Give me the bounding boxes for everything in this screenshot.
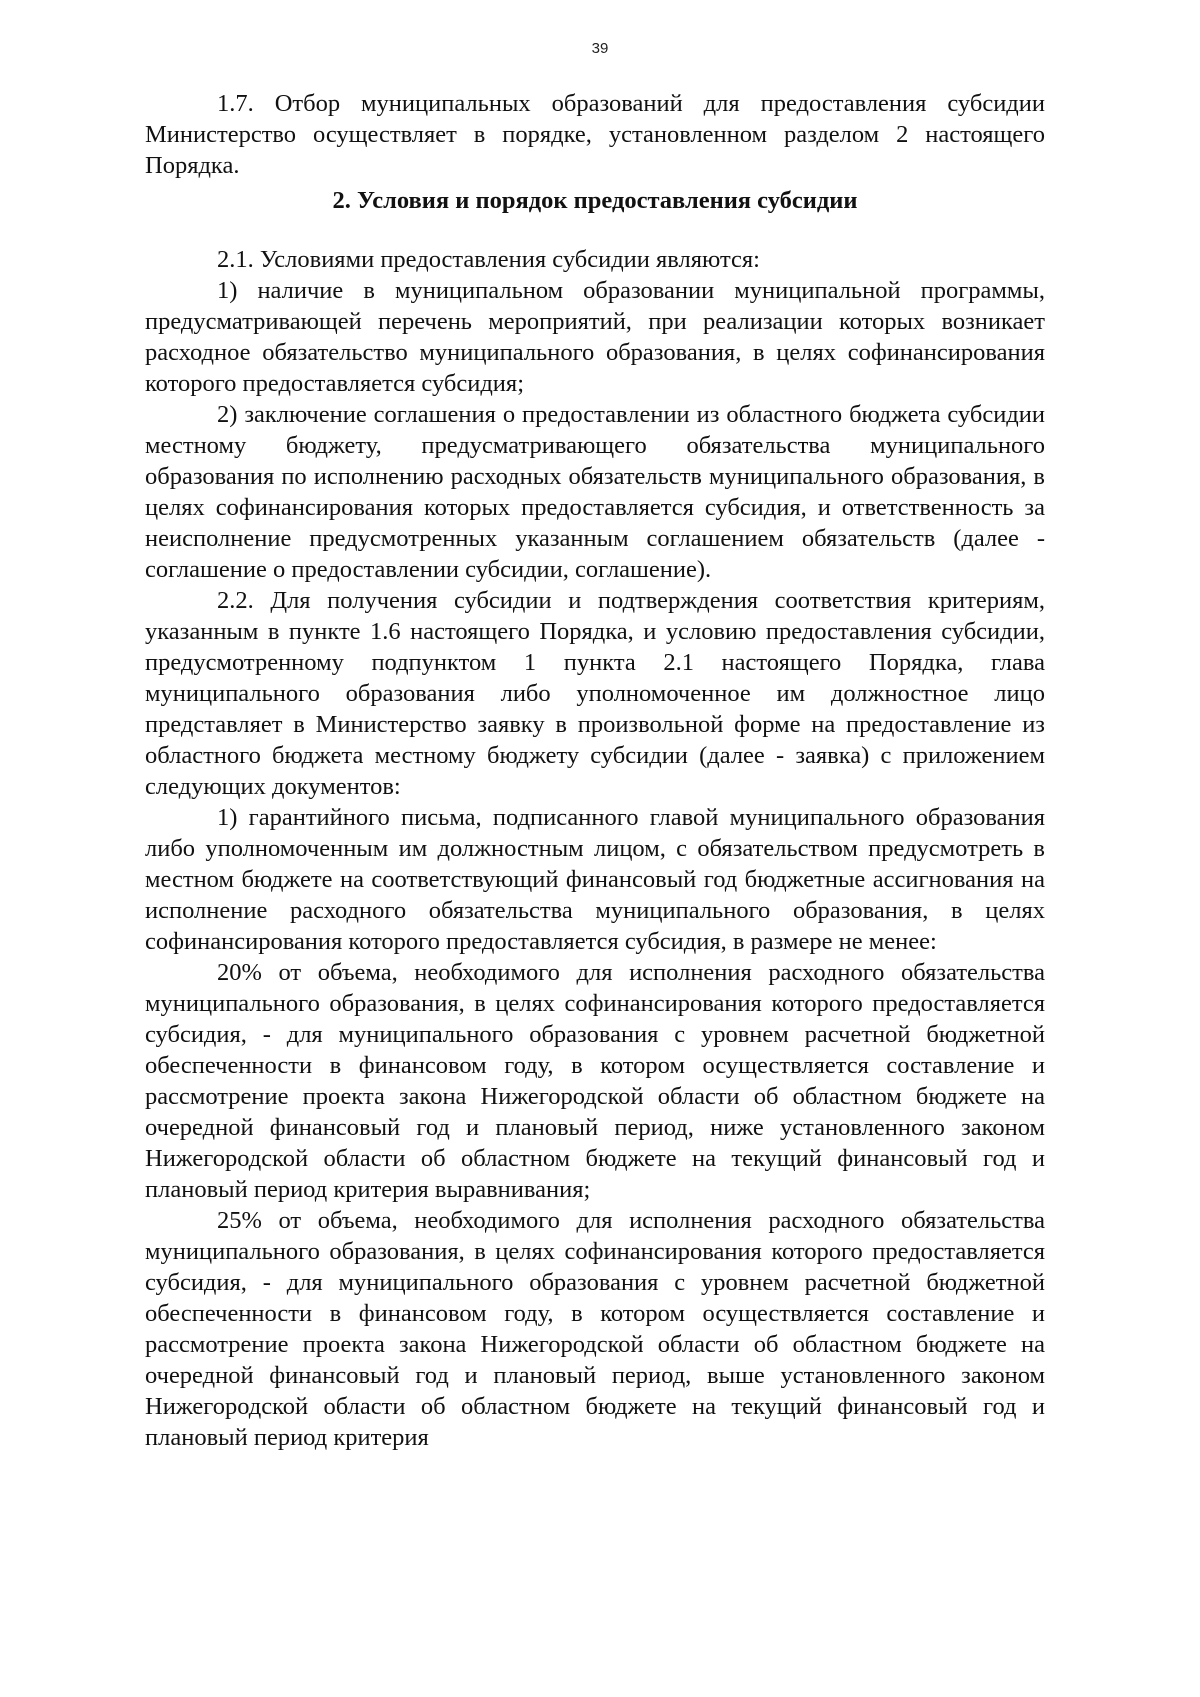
document-body [145,88,1045,1453]
page-number: 39 [591,40,609,57]
paragraph-2-1-item-2: 2) заключение соглашения о предоставлении из областного бюджета субсидии местному бюджету, предусматривающего обязательства муниципального образования по исполнению расходных обязательств муниципального образования, в целях софинансирования которых предоставляется субсидия, и ответственность за неисполнение предусмотренных указанным соглашением обязательств (далее - соглашение о предоставлении субсидии, соглашение). [145,401,1045,583]
paragraph-2-2-item-1: 1) гарантийного письма, подписанного главой муниципального образования либо уполномоченным им должностным лицом, с обязательством предусмотреть в местном бюджете на соответствующий финансовый год бюджетные ассигнования на исполнение расходного обязательства муниципального образования, в целях софинансирования которого предоставляется субсидия, в размере не менее: [145,804,1045,955]
paragraph-25-percent: 25% от объема, необходимого для исполнения расходного обязательства муниципального образования, в целях софинансирования которого предоставляется субсидия, - для муниципального образования с уровнем расчетной бюджетной обеспеченности в финансовом году, в котором осуществляется составление и рассмотрение проекта закона Нижегородской области об областном бюджете на очередной финансовый год и плановый период, выше установленного законом Нижегородской области об областном бюджете на текущий финансовый год и плановый период критерия [145,1207,1045,1451]
section-heading: 2. Условия и порядок предоставления субсидии [332,187,858,214]
paragraph-1-7: 1.7. Отбор муниципальных образований для предоставления субсидии Министерство осуществляет в порядке, установленном разделом 2 настоящего Порядка. [145,90,1045,179]
paragraph-2-2: 2.2. Для получения субсидии и подтверждения соответствия критериям, указанным в пункте 1.6 настоящего Порядка, и условию предоставления субсидии, предусмотренному подпунктом 1 пункта 2.1 настоящего Порядка, глава муниципального образования либо уполномоченное им должностное лицо представляет в Министерство заявку в произвольной форме на предоставление из областного бюджета местному бюджету субсидии (далее - заявка) с приложением следующих документов: [145,587,1045,800]
paragraph-2-1: 2.1. Условиями предоставления субсидии являются: [217,246,760,273]
paragraph-20-percent: 20% от объема, необходимого для исполнения расходного обязательства муниципального образования, в целях софинансирования которого предоставляется субсидия, - для муниципального образования с уровнем расчетной бюджетной обеспеченности в финансовом году, в котором осуществляется составление и рассмотрение проекта закона Нижегородской области об областном бюджете на очередной финансовый год и плановый период, ниже установленного законом Нижегородской области об областном бюджете на текущий финансовый год и плановый период критерия выравнивания; [145,959,1045,1203]
paragraph-2-1-item-1: 1) наличие в муниципальном образовании муниципальной программы, предусматривающей перечень мероприятий, при реализации которых возникает расходное обязательство муниципального образования, в целях софинансирования которого предоставляется субсидия; [145,277,1045,397]
